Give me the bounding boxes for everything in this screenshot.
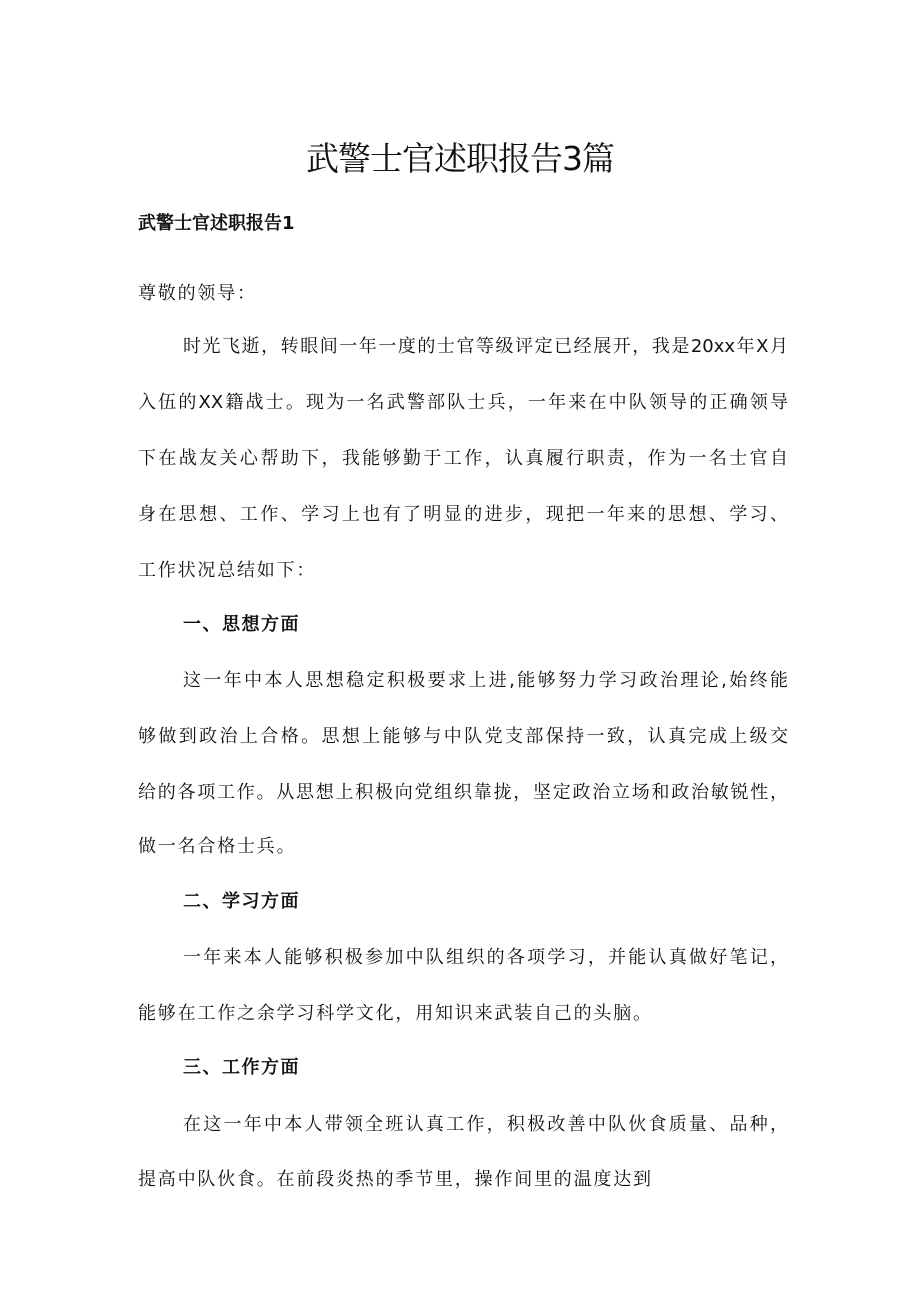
heading-study: 二、学习方面 [183, 891, 300, 912]
para-line: 做一名合格士兵。 [138, 836, 297, 857]
para-line: 给的各项工作。从思想上积极向党组织靠拢，坚定政治立场和政治敏锐性， [138, 782, 788, 803]
intro-line: 下在战友关心帮助下，我能够勤于工作，认真履行职责，作为一名士官自 [138, 448, 788, 469]
para-line: 提高中队伙食。在前段炎热的季节里，操作间里的温度达到 [138, 1169, 653, 1190]
intro-line: 身在思想、工作、学习上也有了明显的进步，现把一年来的思想、学习、 [138, 504, 788, 525]
intro-line: 入伍的XX籍战士。现为一名武警部队士兵，一年来在中队领导的正确领导 [138, 392, 788, 413]
para-line: 能够在工作之余学习科学文化，用知识来武装自己的头脑。 [138, 1003, 653, 1024]
salutation: 尊敬的领导： [138, 283, 257, 304]
para-line: 这一年中本人思想稳定积极要求上进,能够努力学习政治理论,始终能 [183, 670, 788, 691]
para-line: 一年来本人能够积极参加中队组织的各项学习，并能认真做好笔记， [183, 947, 788, 968]
document-title: 武警士官述职报告3篇 [306, 139, 614, 178]
para-line: 够做到政治上合格。思想上能够与中队党支部保持一致，认真完成上级交 [138, 726, 788, 747]
heading-work: 三、工作方面 [183, 1057, 300, 1078]
section-title: 武警士官述职报告1 [138, 213, 295, 234]
heading-thought: 一、思想方面 [183, 614, 300, 635]
para-line: 在这一年中本人带领全班认真工作，积极改善中队伙食质量、品种， [183, 1114, 788, 1135]
intro-line: 时光飞逝，转眼间一年一度的士官等级评定已经展开，我是20xx年X月 [183, 336, 788, 357]
intro-line: 工作状况总结如下： [138, 560, 317, 581]
